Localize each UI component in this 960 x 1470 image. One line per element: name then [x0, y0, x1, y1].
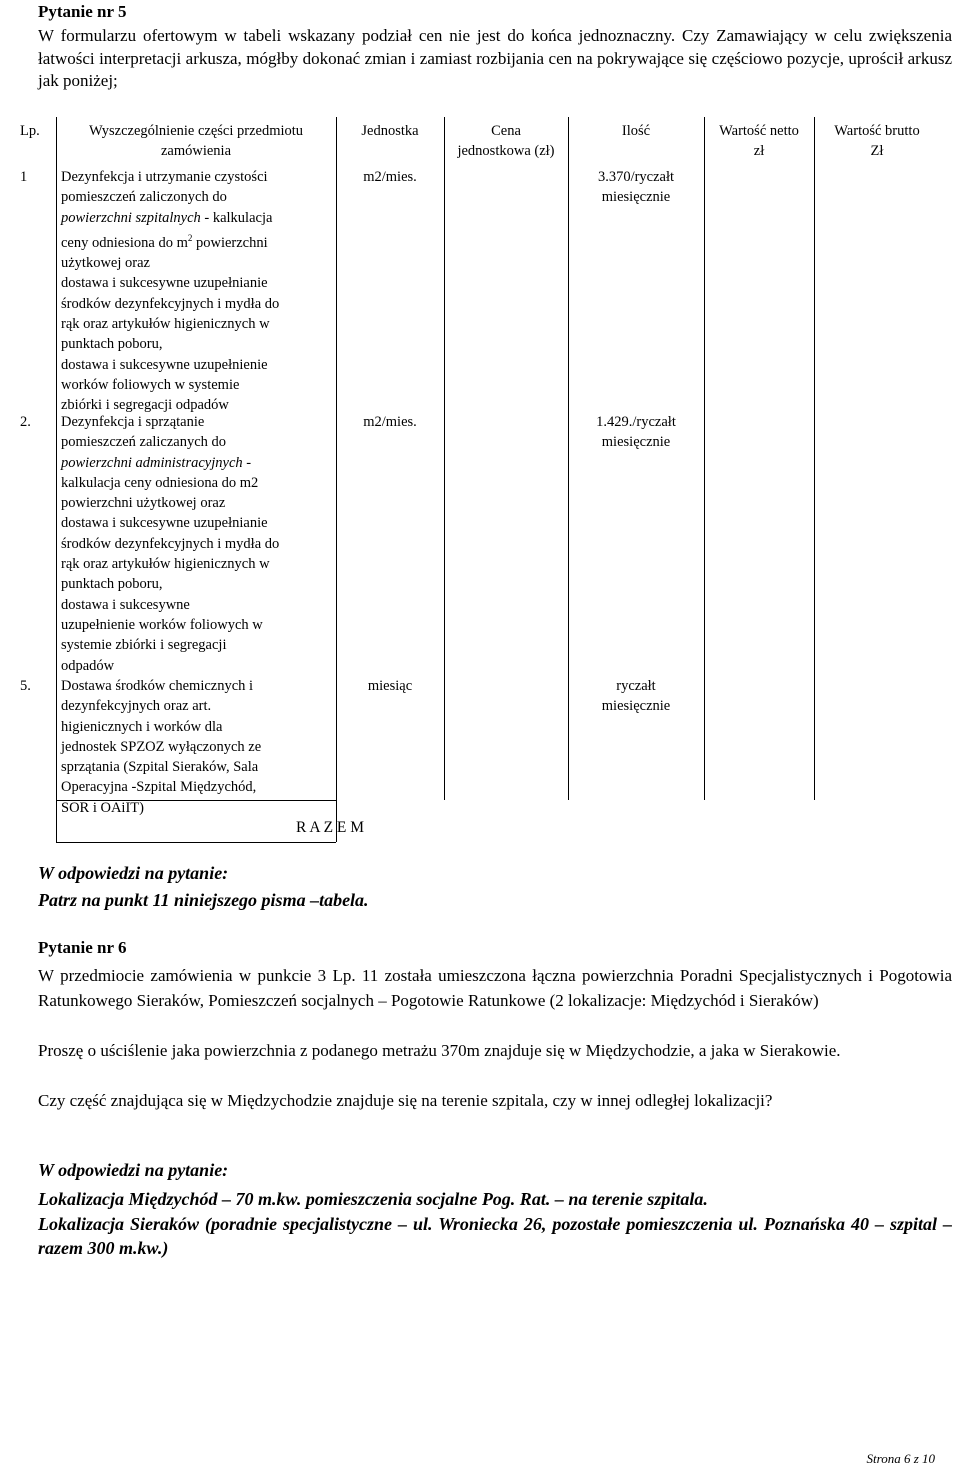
row-2-description: Dezynfekcja i sprzątanie pomieszczeń zaliczanych do powierzchni administracyjnych - kalkulacja ceny odniesiona do m2 powierzchni użytkowej oraz dostawa i sukcesywne uzupełnianie środków dezynfekcyjnych i mydła do rąk oraz artykułów higienicznych w punktach poboru, dostawa i sukcesywne uzupełnienie worków foliowych w systemie zbiórki i segregacji odpadów	[61, 414, 280, 674]
question-6-paragraph-1: W przedmiocie zamówienia w punkcie 3 Lp. 11 została umieszczona łączna powierzchnia Poradni Specjalistycznych i Pogotowia Ratunkowego Sieraków, Pomieszczeń socjalnych – Pogotowie Ratunkowe (2 lokalizacje: Międzychód i Sieraków)	[38, 966, 952, 1010]
header-quantity: Ilość	[621, 123, 651, 139]
price-table	[20, 117, 938, 842]
table-total-label: R A Z E M	[296, 819, 365, 836]
header-description: Wyszczególnienie części przedmiotu zamówienia	[88, 123, 304, 160]
row-1-lp: 1	[20, 169, 28, 185]
row-1-unit: m2/mies.	[363, 169, 417, 185]
header-net-value: Wartość netto zł	[719, 123, 799, 160]
row-2-lp: 2.	[20, 414, 31, 430]
header-lp: Lp.	[20, 123, 40, 139]
header-gross-value: Wartość brutto Zł	[834, 123, 920, 160]
page-number: Strona 6 z 10	[866, 1451, 935, 1466]
header-unit-price: Cena jednostkowa (zł)	[457, 123, 555, 160]
row-3-description: Dostawa środków chemicznych i dezynfekcyjnych oraz art. higienicznych i worków dla jednostek SPZOZ wyłączonych ze sprzątania (Szpital Sieraków, Sala Operacyjna -Szpital Międzychód, SOR i OAiIT)	[61, 678, 262, 816]
header-unit: Jednostka	[361, 123, 419, 139]
answer-6-line-2: Lokalizacja Sieraków (poradnie specjalistyczne – ul. Wroniecka 26, pozostałe pomieszczenia ul. Poznańska 40 – szpital – razem 300 m.kw.)	[38, 1214, 952, 1258]
row-1-description: Dezynfekcja i utrzymanie czystości pomieszczeń zaliczonych do powierzchni szpitalnych - kalkulacja ceny odniesiona do $m^2$ powierzchni użytkowej oraz dostawa i sukcesywne uzupełnianie środków dezynfekcyjnych i mydła do rąk oraz artykułów higienicznych w punktach poboru, dostawa i sukcesywne uzupełnienie worków foliowych w systemie zbiórki i segregacji odpadów	[61, 169, 280, 414]
question-5-title: Pytanie nr 5	[38, 2, 127, 21]
question-6-title: Pytanie nr 6	[38, 938, 127, 957]
question-6-paragraph-2: Proszę o uściślenie jaka powierzchnia z podanego metrażu 370m znajduje się w Międzychodzie, a jaka w Sierakowie.	[38, 1041, 841, 1060]
row-2-unit: m2/mies.	[363, 414, 417, 430]
answer-6-heading: W odpowiedzi na pytanie:	[38, 1160, 229, 1180]
row-3-lp: 5.	[20, 678, 31, 694]
row-3-quantity: ryczałt miesięcznie	[601, 678, 671, 715]
row-2-quantity: 1.429./ryczałt miesięcznie	[596, 414, 676, 451]
question-5-body: W formularzu ofertowym w tabeli wskazany podział cen nie jest do końca jednoznaczny. Czy Zamawiający w celu zwiększenia łatwości interpretacji arkusza, mógłby dokonać zmian i zamiast rozbijania cen na pokrywające się częściowo pozycje, uprościł arkusz jak poniżej;	[38, 26, 952, 90]
answer-5-heading: W odpowiedzi na pytanie:	[38, 863, 229, 883]
row-1-quantity: 3.370/ryczałt miesięcznie	[597, 169, 675, 206]
answer-6-line-1: Lokalizacja Międzychód – 70 m.kw. pomieszczenia socjalne Pog. Rat. – na terenie szpitala.	[38, 1189, 708, 1209]
row-3-unit: miesiąc	[367, 678, 413, 694]
question-6-paragraph-3: Czy część znajdująca się w Międzychodzie znajduje się na terenie szpitala, czy w innej odległej lokalizacji?	[38, 1091, 773, 1110]
answer-5-text: Patrz na punkt 11 niniejszego pisma –tabela.	[38, 890, 369, 910]
